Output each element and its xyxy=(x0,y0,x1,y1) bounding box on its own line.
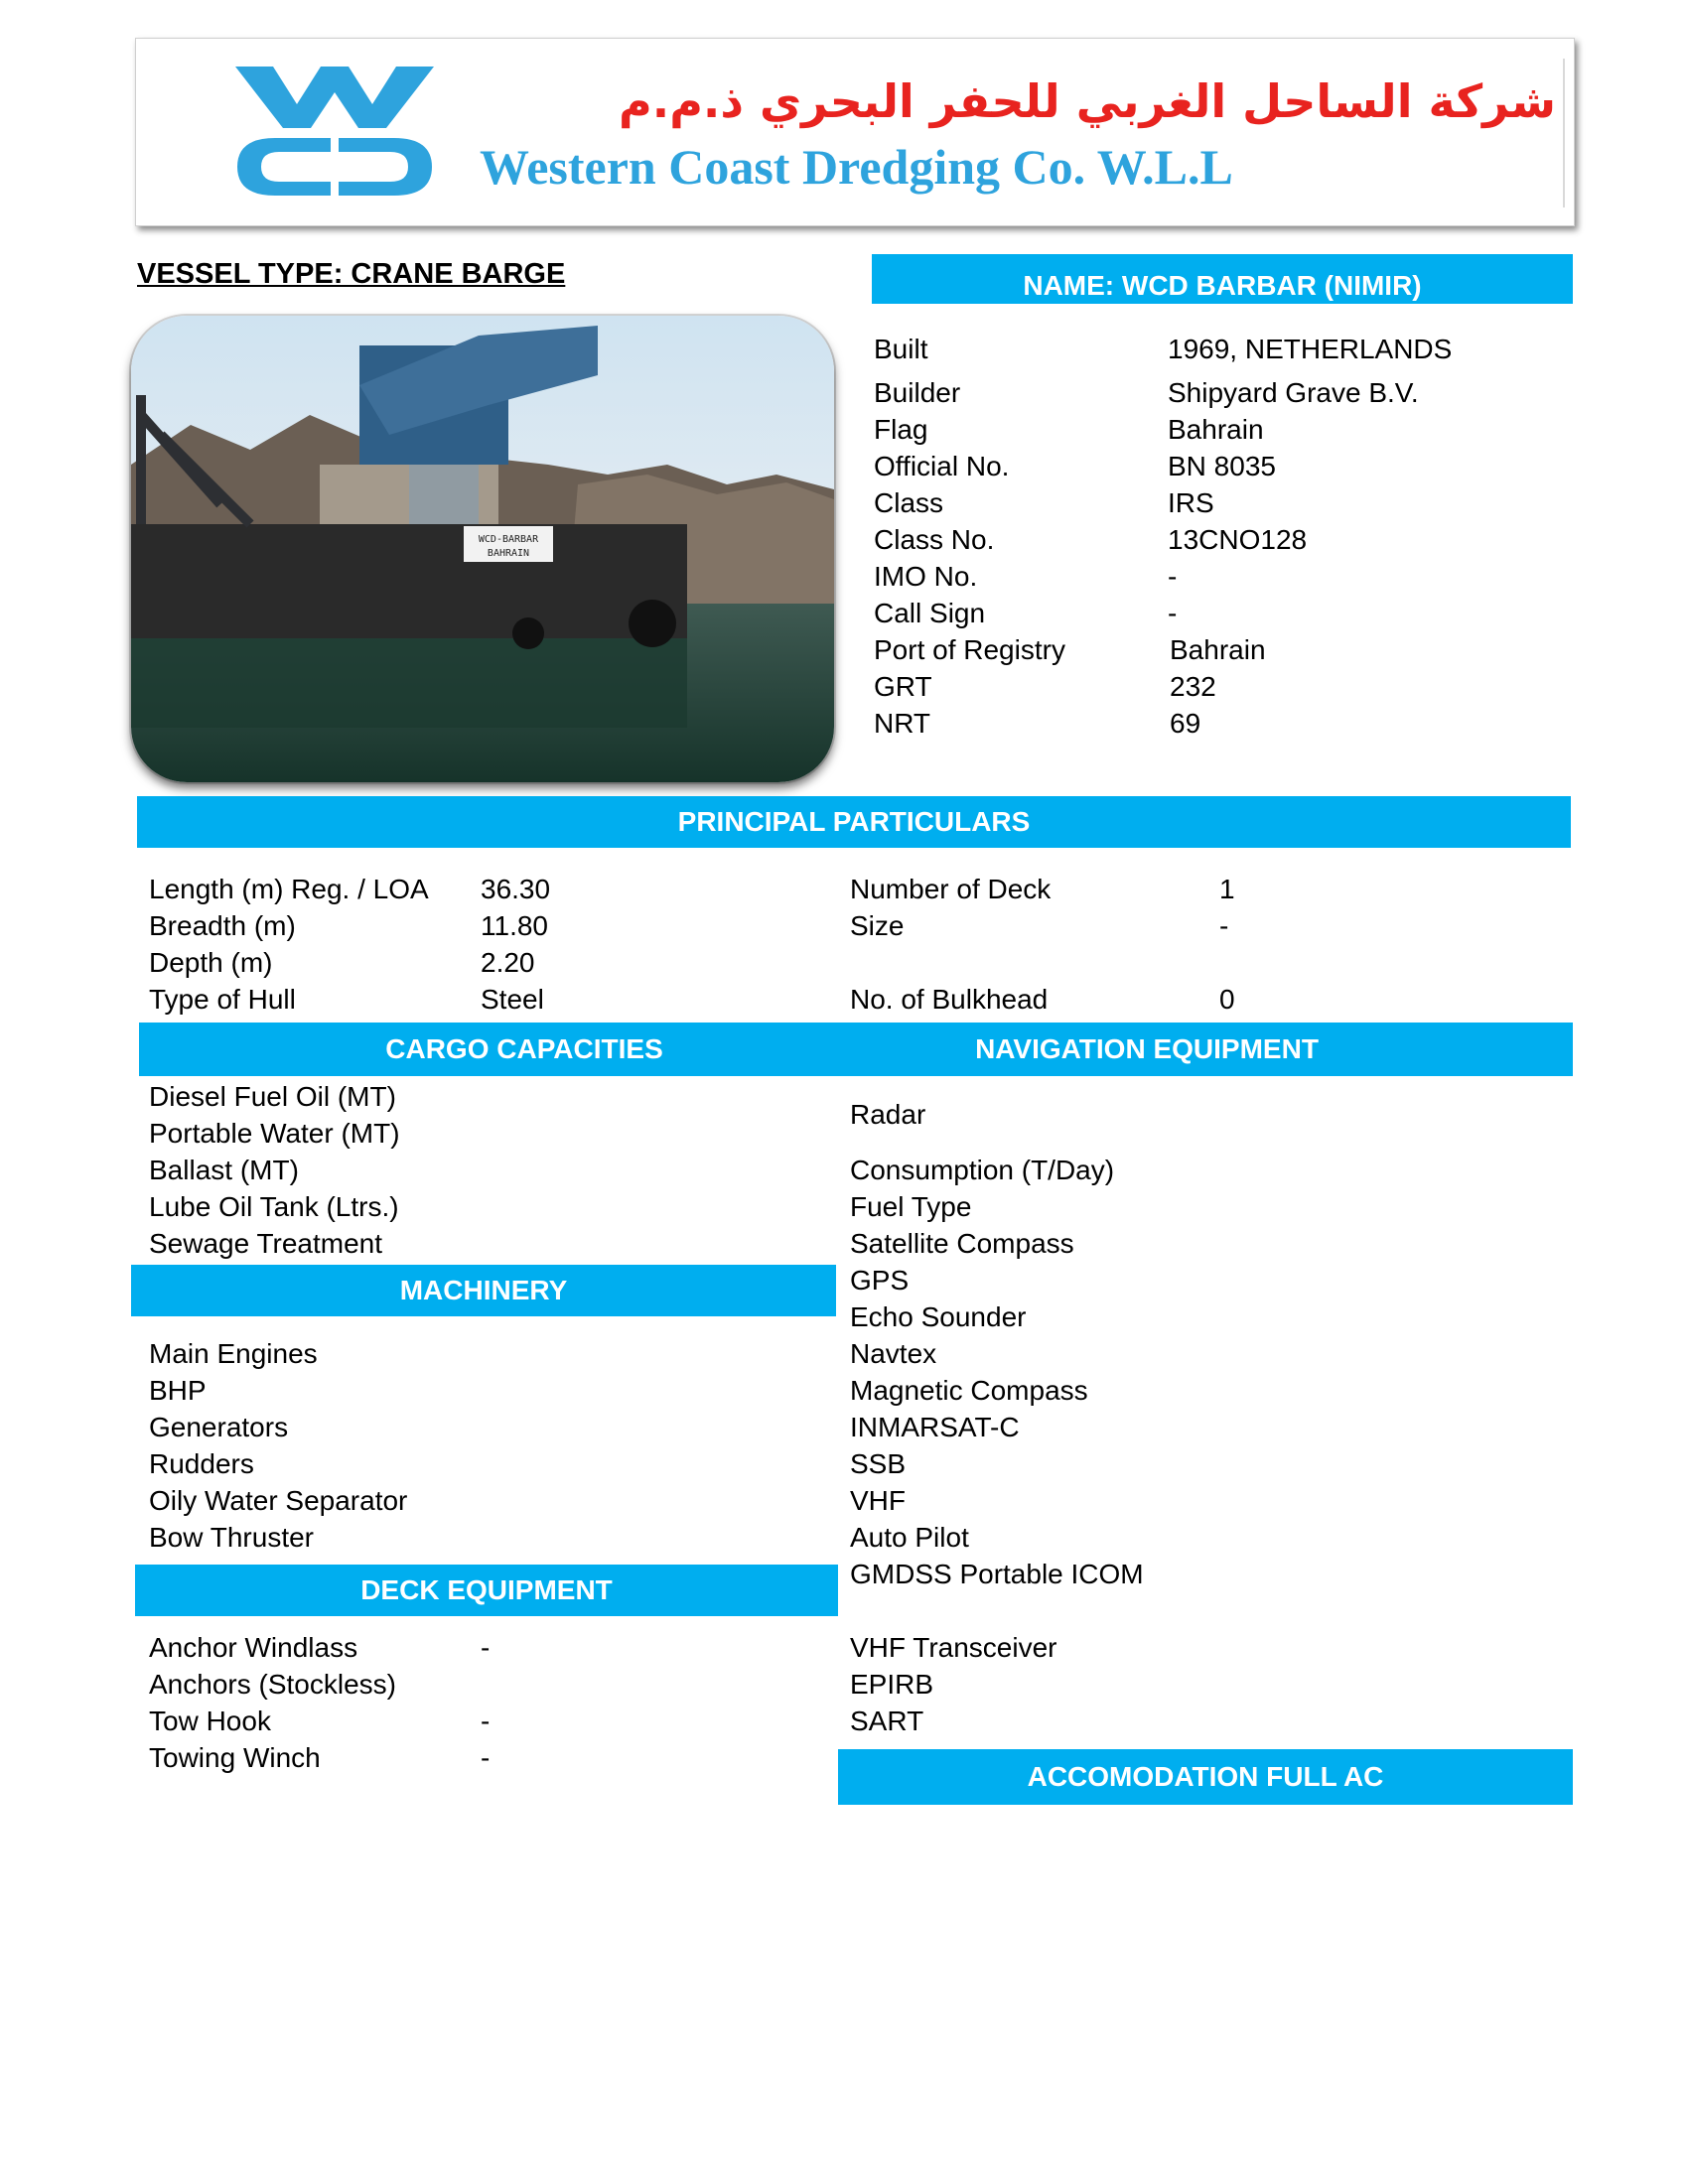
fender xyxy=(629,600,676,647)
deck-item-value: - xyxy=(481,1706,491,1736)
logo-d-shape xyxy=(339,138,432,196)
navigation-item: Navtex xyxy=(850,1338,937,1369)
detail-label: Class xyxy=(874,487,944,518)
detail-value: Shipyard Grave B.V. xyxy=(1168,377,1419,408)
navigation-item: EPIRB xyxy=(850,1669,934,1700)
sign-line-2: BAHRAIN xyxy=(487,548,530,559)
navigation-item: GMDSS Portable ICOM xyxy=(850,1559,1144,1589)
detail-value: - xyxy=(1168,598,1178,628)
cargo-item: Sewage Treatment xyxy=(149,1228,383,1259)
particular-label: Size xyxy=(850,910,905,941)
hull-reflection xyxy=(131,638,687,728)
crane-deck xyxy=(320,465,498,524)
detail-value: 13CNO128 xyxy=(1168,524,1308,555)
detail-label: GRT xyxy=(874,671,932,702)
navigation-item: Radar xyxy=(850,1099,926,1130)
cargo-item: Portable Water (MT) xyxy=(149,1118,400,1149)
detail-label: Built xyxy=(874,334,928,364)
detail-value: 232 xyxy=(1170,671,1216,702)
machinery-item: BHP xyxy=(149,1375,207,1406)
detail-label: IMO No. xyxy=(874,561,978,592)
detail-value: - xyxy=(1168,561,1178,592)
detail-value: BN 8035 xyxy=(1168,451,1276,481)
deck-equipment-heading: DECK EQUIPMENT xyxy=(135,1565,838,1616)
sign-line-1: WCD-BARBAR xyxy=(478,534,539,545)
navigation-item: SART xyxy=(850,1706,924,1736)
deck-item-label: Anchors (Stockless) xyxy=(149,1669,396,1700)
particular-label: Number of Deck xyxy=(850,874,1052,904)
cargo-item: Ballast (MT) xyxy=(149,1155,299,1185)
vessel-type-heading: VESSEL TYPE: CRANE BARGE xyxy=(137,258,566,290)
particular-label: Depth (m) xyxy=(149,947,273,978)
navigation-item: Echo Sounder xyxy=(850,1301,1027,1332)
navigation-item: VHF Transceiver xyxy=(850,1632,1057,1663)
navigation-item: SSB xyxy=(850,1448,907,1479)
particular-value: Steel xyxy=(481,984,544,1015)
navigation-item: Auto Pilot xyxy=(850,1522,969,1553)
particular-value: 11.80 xyxy=(481,910,548,941)
particular-value: 0 xyxy=(1219,984,1235,1015)
cargo-item: Diesel Fuel Oil (MT) xyxy=(149,1081,396,1112)
navigation-item: GPS xyxy=(850,1265,910,1296)
navigation-item: Consumption (T/Day) xyxy=(850,1155,1115,1185)
deck-item-label: Towing Winch xyxy=(149,1742,321,1773)
detail-label: Class No. xyxy=(874,524,995,555)
vessel-name-bar: NAME: WCD BARBAR (NIMIR) xyxy=(872,254,1573,304)
machinery-heading: MACHINERY xyxy=(131,1265,836,1316)
machinery-item: Main Engines xyxy=(149,1338,318,1369)
fender xyxy=(512,617,544,649)
particular-label: Breadth (m) xyxy=(149,910,296,941)
machinery-item: Generators xyxy=(149,1412,289,1442)
detail-value: 69 xyxy=(1170,708,1201,739)
detail-value: Bahrain xyxy=(1168,414,1264,445)
particular-value: 36.30 xyxy=(481,874,551,904)
cargo-capacities-heading: CARGO CAPACITIES xyxy=(385,1033,663,1064)
machinery-item: Rudders xyxy=(149,1448,254,1479)
navigation-equipment-heading: NAVIGATION EQUIPMENT xyxy=(975,1033,1319,1064)
company-logo xyxy=(235,67,434,196)
logo-w-shape xyxy=(235,67,434,128)
company-name-english: Western Coast Dredging Co. W.L.L xyxy=(480,139,1233,195)
detail-label: Official No. xyxy=(874,451,1010,481)
detail-label: Flag xyxy=(874,414,928,445)
particular-value: 2.20 xyxy=(481,947,535,978)
logo-c-shape xyxy=(237,138,331,196)
detail-label: Call Sign xyxy=(874,598,986,628)
detail-value: IRS xyxy=(1168,487,1214,518)
navigation-item: Satellite Compass xyxy=(850,1228,1074,1259)
detail-value: 1969, NETHERLANDS xyxy=(1168,334,1453,364)
particular-label: No. of Bulkhead xyxy=(850,984,1049,1015)
cargo-item: Lube Oil Tank (Ltrs.) xyxy=(149,1191,399,1222)
company-name-arabic: شركة الساحل الغربي للحفر البحري ذ.م.م xyxy=(619,74,1556,128)
detail-label: NRT xyxy=(874,708,931,739)
deck-item-value: - xyxy=(481,1742,491,1773)
navigation-item: INMARSAT-C xyxy=(850,1412,1020,1442)
company-banner xyxy=(135,38,1575,226)
navigation-item: VHF xyxy=(850,1485,906,1516)
navigation-item: Magnetic Compass xyxy=(850,1375,1088,1406)
machinery-item: Oily Water Separator xyxy=(149,1485,408,1516)
detail-label: Port of Registry xyxy=(874,634,1065,665)
banner-divider xyxy=(1563,59,1565,207)
particular-label: Type of Hull xyxy=(149,984,296,1015)
accommodation-heading: ACCOMODATION FULL AC xyxy=(838,1749,1573,1805)
particular-label: Length (m) Reg. / LOA xyxy=(149,874,429,904)
detail-value: Bahrain xyxy=(1170,634,1266,665)
particular-value: - xyxy=(1219,910,1229,941)
principal-particulars-heading: PRINCIPAL PARTICULARS xyxy=(137,796,1571,848)
barge-hull xyxy=(131,524,687,638)
navigation-item: Fuel Type xyxy=(850,1191,972,1222)
particular-value: 1 xyxy=(1219,874,1235,904)
deck-item-value: - xyxy=(481,1632,491,1663)
deck-item-label: Anchor Windlass xyxy=(149,1632,358,1663)
machinery-item: Bow Thruster xyxy=(149,1522,314,1553)
vessel-photo xyxy=(131,316,834,782)
deck-item-label: Tow Hook xyxy=(149,1706,271,1736)
detail-label: Builder xyxy=(874,377,961,408)
